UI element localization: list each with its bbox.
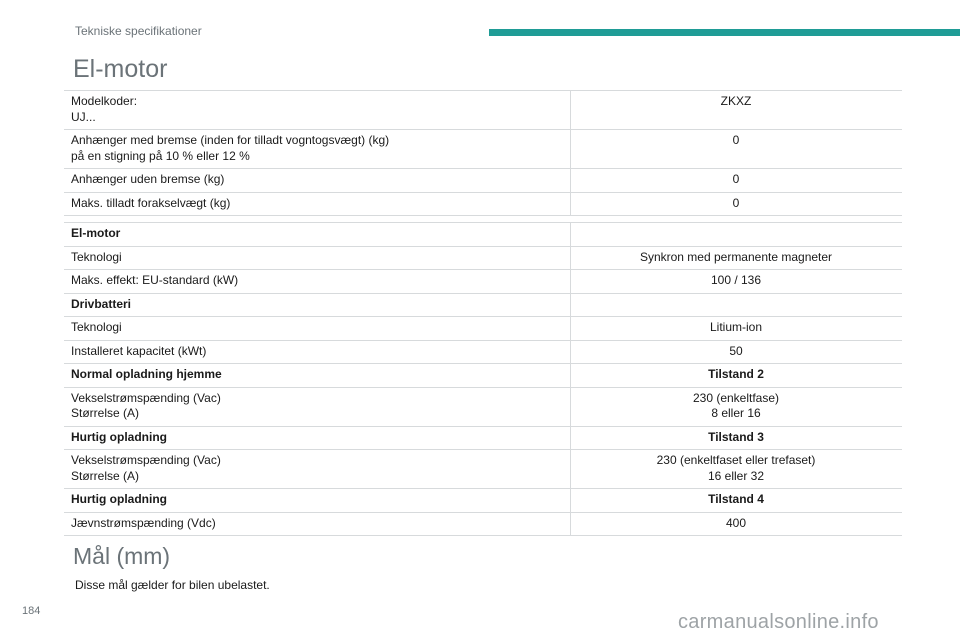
label-line: Anhænger med bremse (inden for tilladt vogntogsvægt) (kg)	[71, 133, 390, 147]
label-line: Normal opladning hjemme	[71, 367, 222, 381]
row-label	[64, 246, 571, 270]
row-label	[64, 512, 571, 536]
row-label	[64, 387, 571, 426]
page-title: El-motor	[73, 55, 168, 83]
row-value	[571, 270, 903, 294]
row-label	[64, 426, 571, 450]
row-value	[571, 130, 903, 169]
table-row	[64, 364, 902, 388]
row-value	[571, 246, 903, 270]
value-line: ZKXZ	[720, 94, 752, 108]
label-line: Maks. effekt: EU-standard (kW)	[71, 273, 239, 287]
row-label	[64, 364, 571, 388]
value-line: Tilstand 2	[708, 367, 764, 381]
row-label	[64, 130, 571, 169]
row-value	[571, 387, 903, 426]
motor-codes-table	[64, 90, 902, 216]
label-line: Drivbatteri	[71, 296, 132, 311]
value-line: 230 (enkeltfaset eller trefaset)	[656, 453, 816, 467]
label-line: Hurtig opladning	[71, 429, 167, 444]
row-label	[64, 270, 571, 294]
row-value	[571, 169, 903, 193]
table-row	[64, 169, 902, 193]
value-line: 16 eller 32	[707, 468, 765, 483]
value-line: Synkron med permanente magneter	[639, 249, 833, 264]
value-line: 0	[732, 172, 740, 186]
label-line: på en stigning på 10 % eller 12 %	[71, 148, 250, 163]
row-value	[571, 192, 903, 216]
label-line: Størrelse (A)	[71, 468, 140, 483]
value-line: Tilstand 3	[708, 429, 764, 444]
table-row	[64, 293, 902, 317]
table-row	[64, 91, 902, 130]
row-label	[64, 91, 571, 130]
table-row	[64, 192, 902, 216]
row-label	[64, 489, 571, 513]
running-header: Tekniske specifikationer	[75, 24, 202, 38]
table-row	[64, 426, 902, 450]
row-label	[64, 169, 571, 193]
dimensions-heading: Mål (mm)	[73, 543, 171, 569]
row-value	[571, 223, 903, 247]
value-line	[578, 297, 894, 313]
row-value	[571, 489, 903, 513]
row-value	[571, 340, 903, 364]
row-label	[64, 192, 571, 216]
header-accent-bar	[489, 29, 960, 36]
page-number: 184	[22, 605, 41, 617]
watermark: carmanualsonline.info	[678, 611, 879, 633]
value-line: 100 / 136	[710, 273, 762, 287]
value-line: Tilstand 4	[708, 492, 764, 506]
row-label	[64, 450, 571, 489]
label-line: Teknologi	[71, 249, 122, 264]
table-row	[64, 450, 902, 489]
label-line: Modelkoder:	[71, 94, 138, 108]
row-value	[571, 91, 903, 130]
label-line: Størrelse (A)	[71, 406, 140, 420]
table-row	[64, 317, 902, 341]
value-line: 50	[729, 343, 743, 358]
row-label	[64, 317, 571, 341]
row-value	[571, 512, 903, 536]
row-value	[571, 426, 903, 450]
value-line: Litium-ion	[709, 320, 763, 334]
table-row	[64, 270, 902, 294]
label-line: Vekselstrømspænding (Vac)	[71, 453, 221, 467]
row-value	[571, 364, 903, 388]
value-line: 0	[732, 133, 740, 147]
table-row	[64, 246, 902, 270]
value-line: 0	[732, 195, 740, 210]
table-row	[64, 387, 902, 426]
value-line: 230 (enkeltfase)	[692, 390, 780, 405]
label-line: Anhænger uden bremse (kg)	[71, 172, 225, 186]
label-line: UJ...	[71, 109, 96, 124]
electric-motor-spec-table	[64, 222, 902, 536]
table-row	[64, 489, 902, 513]
row-value	[571, 450, 903, 489]
row-value	[571, 317, 903, 341]
table-row	[64, 130, 902, 169]
row-label	[64, 293, 571, 317]
value-line: 8 eller 16	[711, 406, 761, 420]
row-value	[571, 293, 903, 317]
label-line: Teknologi	[71, 320, 122, 334]
value-line: 400	[725, 515, 747, 530]
label-line: Hurtig opladning	[71, 492, 167, 506]
label-line: Maks. tilladt forakselvægt (kg)	[71, 195, 231, 210]
row-label	[64, 223, 571, 247]
table-row	[64, 512, 902, 536]
label-line: Installeret kapacitet (kWt)	[71, 343, 207, 358]
label-line: Vekselstrømspænding (Vac)	[71, 390, 221, 405]
table-row	[64, 340, 902, 364]
dimensions-note: Disse mål gælder for bilen ubelastet.	[75, 578, 270, 592]
row-label	[64, 340, 571, 364]
label-line: El-motor	[71, 226, 121, 240]
value-line	[578, 226, 894, 242]
label-line: Jævnstrømspænding (Vdc)	[71, 515, 216, 530]
table-row	[64, 223, 902, 247]
